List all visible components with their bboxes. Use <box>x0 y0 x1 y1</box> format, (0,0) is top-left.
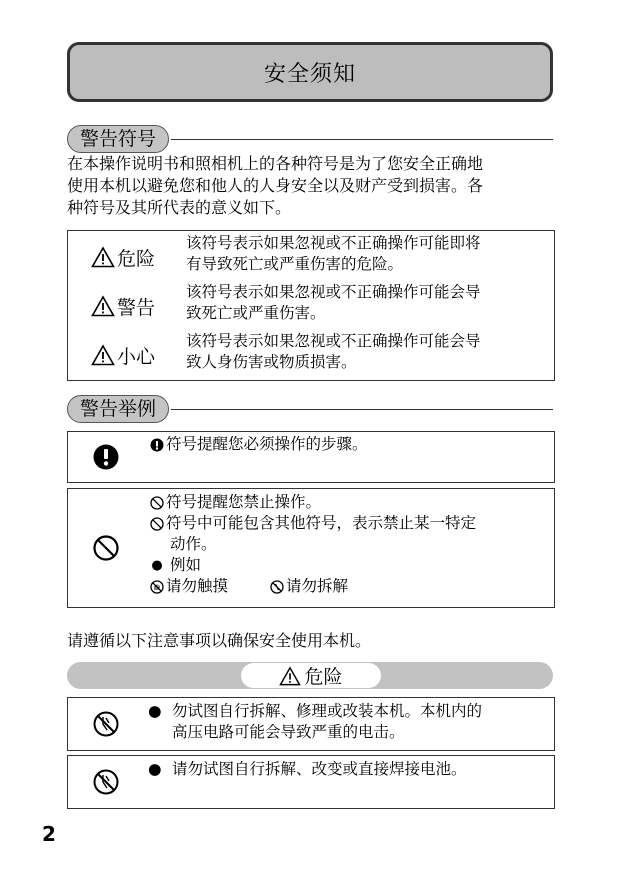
follow-note: 请遵循以下注意事项以确保安全使用本机。 <box>67 631 372 650</box>
symbol-row-danger <box>68 233 554 281</box>
warning-triangle-icon <box>279 666 301 686</box>
symbol-label: 警告 <box>116 296 155 319</box>
no-disassemble-icon <box>93 711 119 737</box>
symbol-desc-line: 该符号表示如果忽视或不正确操作可能会导 <box>186 283 481 301</box>
symbol-desc-line: 致死亡或严重伤害。 <box>186 304 326 322</box>
warning-box <box>67 755 555 809</box>
section-pill: 警告举例 <box>67 395 169 423</box>
mandatory-example-box <box>67 431 555 483</box>
warning-triangle-icon <box>91 295 115 317</box>
page-number: 2 <box>42 822 56 846</box>
symbol-desc-line: 有导致死亡或严重伤害的危险。 <box>186 255 404 273</box>
section-heading-symbols <box>67 125 553 153</box>
symbol-label: 危险 <box>116 247 155 270</box>
section-rule <box>171 139 553 140</box>
danger-band-text: 危险 <box>304 666 343 688</box>
symbol-desc-line: 该符号表示如果忽视或不正确操作可能即将 <box>186 234 481 252</box>
intro-line: 使用本机以避免您和他人的人身安全以及财产受到损害。各 <box>67 176 484 195</box>
prohibit-desc-line: 符号提醒您禁止操作。 <box>166 493 322 511</box>
no-touch-icon <box>150 580 164 594</box>
prohibited-icon <box>93 535 119 561</box>
bullet-icon: ● <box>151 558 163 573</box>
warning-text-line: 请勿试图自行拆解、改变或直接焊接电池。 <box>172 760 467 778</box>
bullet-icon: ● <box>148 760 162 778</box>
mandatory-action-icon <box>150 438 164 452</box>
danger-band-label <box>241 663 381 688</box>
no-disassemble-label: 请勿拆解 <box>286 577 349 595</box>
page-title: 安全须知 <box>263 61 356 87</box>
bullet-icon: ● <box>148 702 162 720</box>
no-disassemble-icon <box>93 769 119 795</box>
prohibit-desc-line: 动作。 <box>170 535 217 553</box>
mandatory-desc: 符号提醒您必须操作的步骤。 <box>166 435 368 453</box>
symbols-table <box>67 230 555 381</box>
prohibit-example-box <box>67 488 555 608</box>
warning-text-line: 高压电路可能会导致严重的电击。 <box>172 723 405 741</box>
warning-text-line: 勿试图自行拆解、修理或改装本机。本机内的 <box>172 702 483 720</box>
warning-triangle-icon <box>91 344 115 366</box>
warning-triangle-icon <box>91 246 115 268</box>
prohibit-desc-line: 符号中可能包含其他符号，表示禁止某一特定 <box>166 514 477 532</box>
warning-box <box>67 697 555 751</box>
section-rule <box>171 409 553 410</box>
no-touch-label: 请勿触摸 <box>166 577 229 595</box>
no-disassemble-icon <box>270 580 284 594</box>
symbol-label: 小心 <box>116 345 155 368</box>
prohibited-icon <box>150 496 164 510</box>
mandatory-action-icon <box>93 444 119 470</box>
symbol-desc-line: 该符号表示如果忽视或不正确操作可能会导 <box>186 332 481 350</box>
section-pill: 警告符号 <box>67 125 169 153</box>
example-label: 例如 <box>170 556 202 574</box>
intro-paragraph <box>67 153 557 219</box>
symbol-row-warning <box>68 282 554 330</box>
title-box <box>67 42 553 102</box>
intro-line: 种符号及其所代表的意义如下。 <box>67 198 292 217</box>
prohibited-icon <box>150 517 164 531</box>
section-heading-examples <box>67 395 553 423</box>
intro-line: 在本操作说明书和照相机上的各种符号是为了您安全正确地 <box>67 154 484 173</box>
symbol-desc-line: 致人身伤害或物质损害。 <box>186 353 357 371</box>
symbol-row-caution <box>68 331 554 379</box>
